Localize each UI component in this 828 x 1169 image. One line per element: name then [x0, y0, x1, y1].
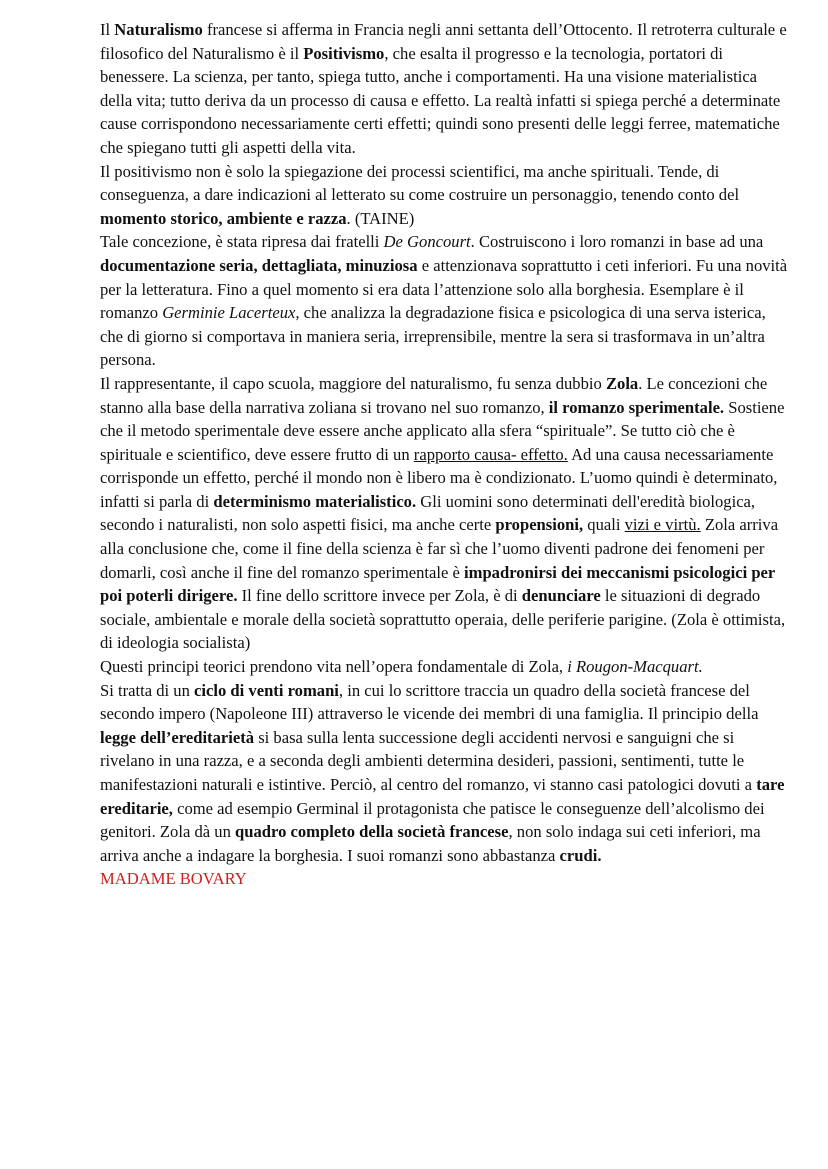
- underlined-term: vizi e virtù.: [624, 515, 701, 535]
- bold-term: determinismo materialistico.: [213, 491, 417, 511]
- bold-term: documentazione seria, dettagliata, minuziosa: [100, 255, 418, 275]
- bold-term: tare ereditarie,: [100, 775, 785, 818]
- paragraph-goncourt: Tale concezione, è stata ripresa dai fratelli De Goncourt. Costruiscono i loro romanzi in base ad una documentazione seria, dettagliata, minuziosa e attenzionava soprattutto i ceti inferiori. Fu una novità per la letteratura. Fino a quel momento si era data l’attenzione solo alla borghesia. Esemplare è il romanzo Germinie Lacerteux, che analizza la degradazione fisica e psicologica di una serva isterica, che di giorno si comportava in maniera seria, irreprensibile, mentre la sera si trasformava in un’altra persona.: [100, 232, 788, 370]
- paragraph-naturalismo-intro: Il Naturalismo francese si afferma in Francia negli anni settanta dell’Ottocento. Il retroterra culturale e filosofico del Naturalismo è il Positivismo, che esalta il progresso e la tecnologia, portatori di benessere. La scienza, per tanto, spiega tutto, anche i comportamenti. Ha una visione materialistica della vita; tutto deriva da un processo di causa e effetto. La realtà infatti si spiega perché a determinate cause corrispondono necessariamente certi effetti; quindi sono presenti delle leggi ferree, matematiche che spiegano tutti gli aspetti della vita.: [100, 20, 787, 157]
- bold-term: Zola: [605, 373, 639, 393]
- bold-term: legge dell’ereditarietà: [100, 727, 255, 747]
- bold-term: crudi.: [559, 845, 602, 865]
- italic-term: Germinie Lacerteux,: [162, 303, 300, 323]
- paragraph-zola: Il rappresentante, il capo scuola, maggiore del naturalismo, fu senza dubbio Zola. Le concezioni che stanno alla base della narrativa zoliana si trovano nel suo romanzo, il romanzo sperimentale. Sostiene che il metodo sperimentale deve essere anche applicato alla sfera “spirituale”. Se tutto ciò che è spirituale e scientifico, deve essere frutto di un rapporto causa- effetto. Ad una causa necessariamente corrisponde un effetto, perché il mondo non è libero ma è condizionato. L’uomo quindi è determinato, infatti si parla di determinismo materialistico. Gli uomini sono determinati dell'eredità biologica, secondo i naturalisti, non solo aspetti fisici, ma anche certe propensioni, quali vizi e virtù. Zola arriva alla conclusione che, come il fine della scienza è far sì che l’uomo diventi padrone dei fenomeni per domarli, così anche il fine del romanzo sperimentale è impadronirsi dei meccanismi psicologici per poi poterli dirigere. Il fine dello scrittore invece per Zola, è di denunciare le situazioni di degrado sociale, ambientale e morale della società soprattutto operaia, delle periferie parigine. (Zola è ottimista, di ideologia socialista): [100, 373, 786, 653]
- italic-term: i Rougon-Macquart.: [567, 657, 703, 677]
- bold-term: ciclo di venti romani: [194, 680, 339, 700]
- bold-term: quadro completo della società francese: [235, 822, 509, 842]
- paragraph-rougon-macquart: Questi principi teorici prendono vita nell’opera fondamentale di Zola, i Rougon-Macquart.: [100, 657, 703, 677]
- bold-term: il romanzo sperimentale.: [548, 397, 725, 417]
- bold-term: Naturalismo: [114, 20, 203, 39]
- underlined-term: rapporto causa- effetto.: [413, 444, 568, 464]
- section-heading-madame-bovary: MADAME BOVARY: [100, 869, 247, 889]
- bold-term: impadronirsi dei meccanismi psicologici per poi poterli dirigere.: [100, 562, 775, 606]
- italic-term: De Goncourt: [383, 232, 471, 252]
- bold-term: Positivismo: [303, 43, 385, 63]
- paragraph-ciclo-romanzi: Si tratta di un ciclo di venti romani, in cui lo scrittore traccia un quadro della società francese del secondo impero (Napoleone III) attraverso le vicende dei membri di una famiglia. Il principio della legge dell’ereditarietà si basa sulla lenta successione degli accidenti nervosi e sanguigni che si rivelano in una razza, e a seconda degli ambienti determina desideri, passioni, sentimenti, tutte le manifestazioni naturali e istintive. Perciò, al centro del romanzo, vi stanno casi patologici dovuti a tare ereditarie, come ad esempio Germinal il protagonista che patisce le conseguenze dell’alcolismo dei genitori. Zola dà un quadro completo della società francese, non solo indaga sui ceti inferiori, ma arriva anche a indagare la borghesia. I suoi romanzi sono abbastanza crudi.: [100, 680, 785, 865]
- paragraph-positivismo: Il positivismo non è solo la spiegazione dei processi scientifici, ma anche spirituali. Tende, di conseguenza, a dare indicazioni al letterato su come costruire un personaggio, tenendo conto del momento storico, ambiente e razza. (TAINE): [100, 161, 740, 228]
- bold-term: denunciare: [521, 586, 601, 606]
- bold-term: momento storico, ambiente e razza: [100, 208, 347, 228]
- bold-term: propensioni,: [495, 515, 584, 535]
